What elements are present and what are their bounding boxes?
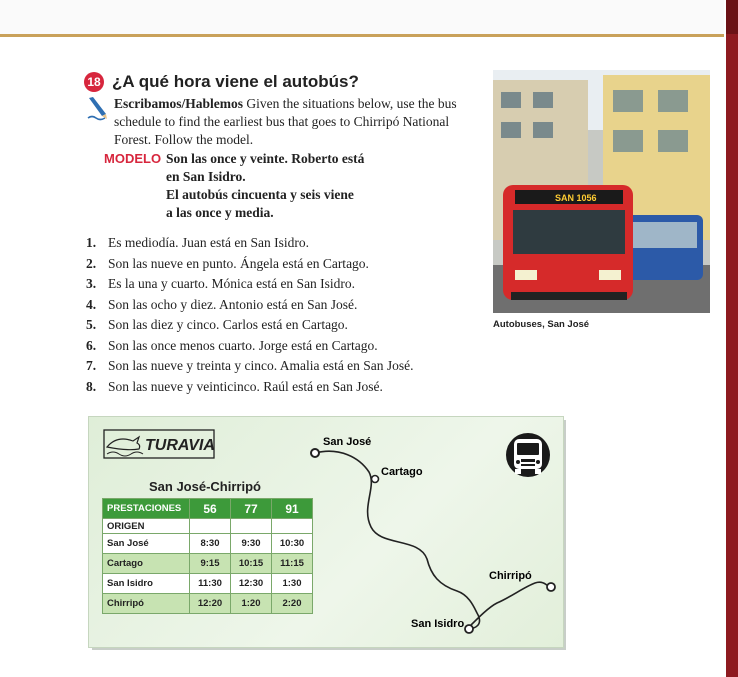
turavia-logo <box>103 429 215 459</box>
page-side-bar-top <box>726 0 738 34</box>
list-item <box>86 297 486 318</box>
table-row <box>103 534 313 554</box>
map-stop-cartago <box>372 476 379 483</box>
item-text: Son las nueve y veinticinco. Raúl está en San José. <box>108 378 383 394</box>
table-cell: Cartago <box>103 554 190 574</box>
item-number: 7. <box>86 358 97 373</box>
page-top-strip <box>0 0 724 37</box>
item-text: Es mediodía. Juan está en San Isidro. <box>108 235 309 250</box>
list-item <box>86 235 486 256</box>
map-label: San Isidro <box>411 618 465 630</box>
instructions-text: Given the situations below, use the bus schedule to find the earliest bus that goes to Chirripó National Forest. Follow the model. <box>114 96 457 147</box>
item-number: 2. <box>86 255 97 271</box>
table-cell: ORIGEN <box>103 519 190 534</box>
map-label: San José <box>323 436 372 448</box>
table-row <box>103 554 313 574</box>
item-number: 3. <box>86 276 97 291</box>
model-example <box>104 150 426 222</box>
model-text <box>166 150 426 222</box>
table-cell <box>231 519 272 534</box>
map-stop-san-jose <box>311 449 319 457</box>
table-cell: 10:30 <box>272 534 313 554</box>
table-cell: 9:30 <box>231 534 272 554</box>
table-cell: 11:30 <box>190 574 231 594</box>
bus-sign-text: SAN 1056 <box>555 193 597 203</box>
map-stop-san-isidro <box>465 625 473 633</box>
table-cell: San Isidro <box>103 574 190 594</box>
table-cell: San José <box>103 534 190 554</box>
route-map <box>299 417 563 647</box>
model-line: Son las once y veinte. Roberto está <box>166 151 365 166</box>
page-side-bar <box>726 0 738 677</box>
table-cell: 12:20 <box>190 594 231 614</box>
list-item <box>86 317 486 338</box>
bus-photo <box>493 70 710 313</box>
exercise-title: ¿A qué hora viene el autobús? <box>112 72 359 91</box>
model-label: MODELO <box>104 151 162 166</box>
list-item <box>86 256 486 277</box>
route-title: San José-Chirripó <box>149 479 261 494</box>
table-header-cell: PRESTACIONES <box>103 499 190 519</box>
item-text: Son las nueve en punto. Ángela está en Cartago. <box>108 255 369 271</box>
bus-icon <box>506 433 550 477</box>
route-line <box>315 451 549 629</box>
map-label: Cartago <box>381 466 423 478</box>
map-stop-chirripo <box>547 583 555 591</box>
skill-label: Escribamos/Hablemos <box>114 96 244 111</box>
table-header-cell: 91 <box>272 499 313 519</box>
photo-caption: Autobuses, San José <box>493 319 590 330</box>
table-cell: 12:30 <box>231 574 272 594</box>
item-number: 5. <box>86 317 97 332</box>
list-item <box>86 276 486 297</box>
table-cell <box>190 519 231 534</box>
bus-schedule-panel <box>88 416 564 648</box>
item-number: 6. <box>86 337 97 353</box>
logo-text: TURAVIA <box>145 437 215 454</box>
table-row <box>103 594 313 614</box>
map-label: Chirripó <box>489 570 532 582</box>
item-text: Es la una y cuarto. Mónica está en San Isidro. <box>108 276 356 291</box>
table-cell: 9:15 <box>190 554 231 574</box>
model-line: a las once y media. <box>166 205 274 220</box>
table-cell: 10:15 <box>231 554 272 574</box>
list-item <box>86 379 486 400</box>
table-row <box>103 574 313 594</box>
item-number: 4. <box>86 296 97 312</box>
exercise-items <box>86 235 486 399</box>
item-text: Son las nueve y treinta y cinco. Amalia está en San José. <box>108 358 414 373</box>
schedule-table <box>102 498 313 614</box>
item-number: 1. <box>86 235 97 250</box>
table-cell: 11:15 <box>272 554 313 574</box>
pencil-icon <box>86 96 110 122</box>
model-line: El autobús cincuenta y seis viene <box>166 187 354 202</box>
table-cell: Chirripó <box>103 594 190 614</box>
table-cell: 8:30 <box>190 534 231 554</box>
exercise-number-badge: 18 <box>84 72 104 92</box>
exercise-header <box>84 72 359 92</box>
table-header-cell: 77 <box>231 499 272 519</box>
table-header-cell: 56 <box>190 499 231 519</box>
list-item <box>86 338 486 359</box>
item-text: Son las ocho y diez. Antonio está en San José. <box>108 296 358 312</box>
item-number: 8. <box>86 378 97 394</box>
table-cell: 1:20 <box>231 594 272 614</box>
item-text: Son las once menos cuarto. Jorge está en Cartago. <box>108 337 378 353</box>
model-line: en San Isidro. <box>166 169 246 184</box>
list-item <box>86 358 486 379</box>
item-text: Son las diez y cinco. Carlos está en Cartago. <box>108 317 348 332</box>
exercise-instructions <box>114 95 484 149</box>
table-cell: 1:30 <box>272 574 313 594</box>
table-cell: 2:20 <box>272 594 313 614</box>
